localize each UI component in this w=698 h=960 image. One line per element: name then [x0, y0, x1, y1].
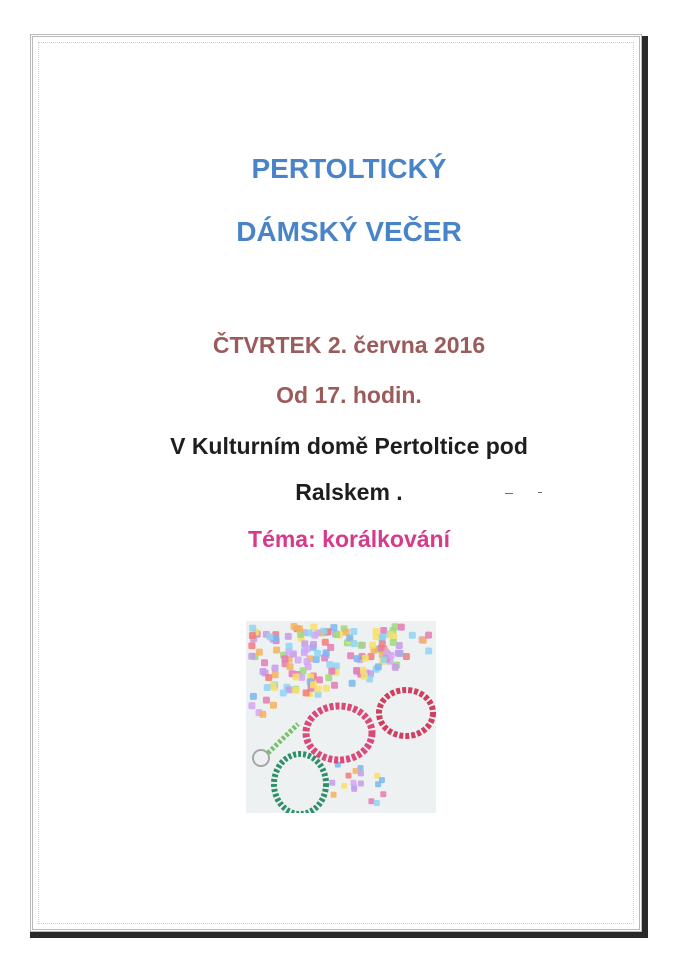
bead	[331, 792, 337, 798]
bead	[250, 693, 257, 700]
bead	[375, 663, 382, 670]
bead	[285, 633, 292, 640]
bead	[287, 663, 294, 670]
bead	[259, 711, 266, 718]
bead	[374, 800, 380, 806]
bead	[353, 667, 360, 674]
bead	[341, 783, 347, 789]
bead	[303, 689, 310, 696]
bead	[349, 680, 356, 687]
bead	[390, 639, 397, 646]
bead	[286, 643, 293, 650]
event-location-line-1: V Kulturním domě Pertoltice pod	[170, 433, 528, 459]
bead	[248, 702, 255, 709]
page-shadow	[30, 932, 648, 938]
bead	[358, 770, 364, 776]
bead	[425, 632, 432, 639]
event-topic: Téma: korálkování	[248, 526, 450, 552]
event-date: ČTVRTEK 2. června 2016	[212, 332, 486, 358]
bead	[273, 647, 280, 654]
bead	[403, 653, 410, 660]
bead	[360, 667, 367, 674]
bead	[425, 648, 432, 655]
event-time: Od 17. hodin.	[276, 382, 422, 408]
bead	[314, 650, 321, 657]
bead	[331, 682, 338, 689]
bead	[316, 676, 323, 683]
scan-smudge	[505, 493, 513, 494]
bead	[300, 667, 307, 674]
bead	[395, 650, 402, 657]
bead	[353, 768, 359, 774]
bead	[350, 628, 357, 635]
bead	[346, 773, 352, 779]
bead	[380, 791, 386, 797]
bead	[379, 640, 386, 647]
bead	[325, 674, 332, 681]
bead	[333, 631, 340, 638]
bead	[313, 656, 320, 663]
bead	[248, 653, 255, 660]
bead-bracelets-image	[246, 621, 436, 813]
bead	[323, 685, 330, 692]
bead	[282, 655, 289, 662]
bead	[303, 658, 310, 665]
bead	[249, 632, 256, 639]
bead	[320, 628, 327, 635]
bead	[265, 674, 272, 681]
bead	[387, 631, 394, 638]
bead	[323, 649, 330, 656]
bead	[351, 640, 358, 647]
bead	[398, 624, 405, 631]
bead	[304, 645, 311, 652]
bead	[351, 786, 357, 792]
bead	[272, 665, 279, 672]
bead	[347, 652, 354, 659]
bead	[369, 642, 376, 649]
bead	[373, 628, 380, 635]
poster-title-line-1: PERTOLTICKÝ	[251, 153, 447, 184]
bead	[295, 657, 302, 664]
bead	[381, 656, 388, 663]
poster-title-line-2: DÁMSKÝ VEČER	[236, 216, 462, 247]
bead	[267, 633, 274, 640]
bead	[409, 632, 416, 639]
bead	[328, 668, 335, 675]
bead	[388, 652, 395, 659]
bead	[354, 655, 361, 662]
bead	[322, 639, 329, 646]
bead	[310, 681, 317, 688]
bead	[256, 649, 263, 656]
bead	[358, 781, 364, 787]
bead	[293, 674, 300, 681]
bead	[361, 673, 368, 680]
bead	[264, 684, 271, 691]
bead	[362, 655, 369, 662]
bead	[329, 780, 335, 786]
bead	[396, 642, 403, 649]
bead	[368, 798, 374, 804]
bead	[379, 777, 385, 783]
bead	[326, 661, 333, 668]
bead	[292, 687, 299, 694]
bead	[306, 630, 313, 637]
bead-bracelets-illustration	[246, 621, 436, 813]
bead	[280, 690, 287, 697]
bead	[358, 642, 365, 649]
bead	[343, 629, 350, 636]
bead	[261, 659, 268, 666]
event-location-line-2: Ralskem .	[295, 479, 403, 505]
bead	[249, 625, 256, 632]
bead	[379, 634, 386, 641]
scan-smudge	[538, 492, 542, 493]
bead	[296, 625, 303, 632]
bead	[270, 702, 277, 709]
bead	[272, 671, 279, 678]
bead	[248, 642, 255, 649]
bead	[351, 780, 357, 786]
bead	[310, 641, 317, 648]
bead	[392, 664, 399, 671]
bead	[263, 697, 270, 704]
